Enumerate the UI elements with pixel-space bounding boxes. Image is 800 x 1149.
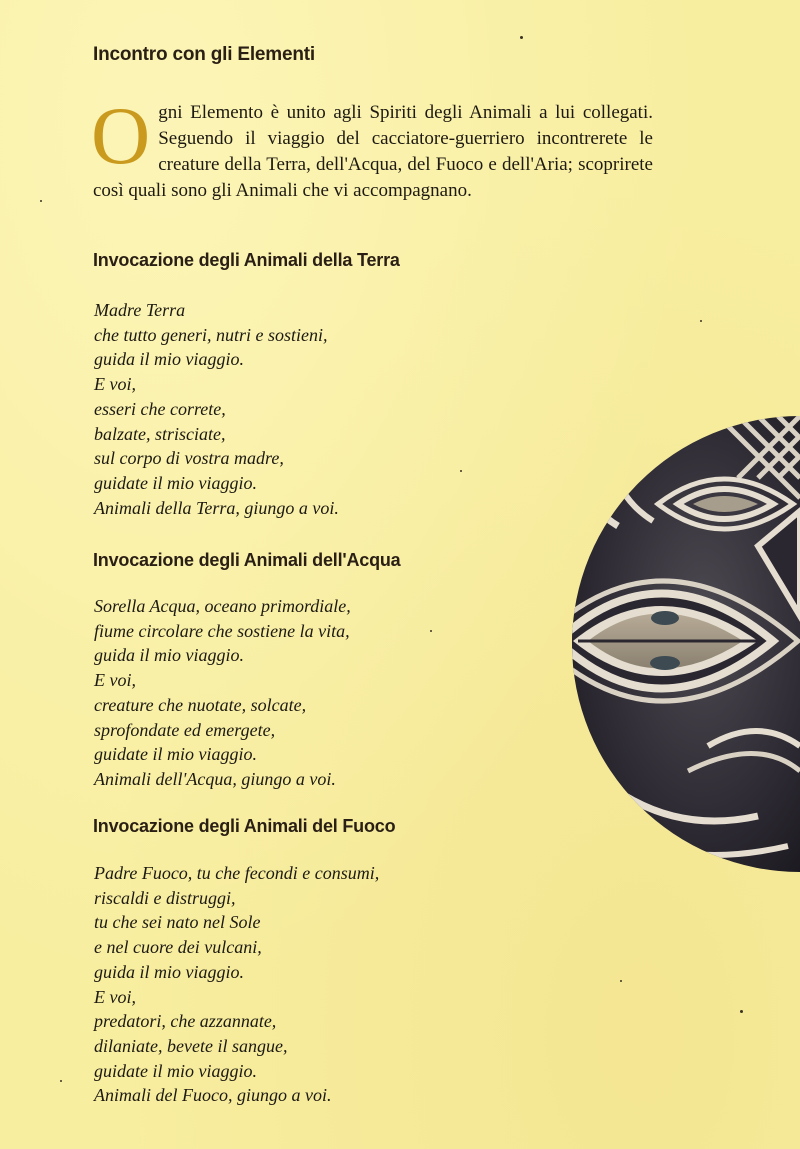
poem-line: creature che nuotate, solcate, [94, 694, 307, 715]
poem-line: esseri che correte, [94, 398, 226, 419]
poem-line: tu che sei nato nel Sole [94, 912, 261, 933]
paper-speck [620, 980, 622, 982]
paper-speck [40, 200, 42, 202]
poem-line: sprofondate ed emergete, [94, 719, 276, 740]
poem-line: Animali dell'Acqua, giungo a voi. [94, 768, 336, 789]
poem-water [94, 594, 351, 792]
poem-line: che tutto generi, nutri e sostieni, [94, 324, 328, 345]
poem-line: dilaniate, bevete il sangue, [94, 1035, 288, 1056]
paper-speck [460, 470, 462, 472]
poem-line: Sorella Acqua, oceano primordiale, [94, 596, 351, 616]
poem-line: sul corpo di vostra madre, [94, 448, 284, 469]
poem-line: guida il mio viaggio. [94, 961, 244, 982]
poem-line: riscaldi e distruggi, [94, 887, 236, 908]
drop-cap: O [91, 90, 151, 181]
heading-fire: Invocazione degli Animali del Fuoco [93, 816, 396, 836]
poem-line: guidate il mio viaggio. [94, 744, 257, 765]
heading-earth: Invocazione degli Animali della Terra [93, 250, 400, 270]
poem-line: E voi, [94, 986, 136, 1007]
african-mask-image [558, 416, 800, 872]
poem-line: Animali del Fuoco, giungo a voi. [94, 1085, 332, 1106]
poem-line: Madre Terra [94, 300, 186, 320]
poem-line: fiume circolare che sostiene la vita, [94, 620, 350, 641]
poem-line: guidate il mio viaggio. [94, 472, 257, 493]
poem-line: guida il mio viaggio. [94, 349, 244, 370]
heading-water: Invocazione degli Animali dell'Acqua [93, 550, 401, 570]
mask-illustration [558, 416, 800, 872]
paper-speck [740, 1010, 743, 1013]
intro-paragraph [91, 90, 653, 204]
poem-line: E voi, [94, 374, 136, 395]
poem-line: guidate il mio viaggio. [94, 1060, 257, 1081]
paper-speck [520, 36, 523, 39]
poem-line: Padre Fuoco, tu che fecondi e consumi, [94, 863, 380, 883]
paper-speck [700, 320, 702, 322]
poem-earth [94, 298, 339, 520]
poem-line: E voi, [94, 670, 136, 691]
paper-speck [60, 1080, 62, 1082]
page-title: Incontro con gli Elementi [93, 44, 315, 65]
poem-line: balzate, strisciate, [94, 423, 226, 444]
poem-fire [94, 861, 379, 1108]
poem-line: e nel cuore dei vulcani, [94, 937, 262, 958]
poem-line: predatori, che azzannate, [94, 1011, 277, 1032]
poem-line: Animali della Terra, giungo a voi. [94, 497, 339, 518]
paper-speck [430, 630, 432, 632]
intro-text: gni Elemento è unito agli Spiriti degli Animali a lui collegati. Seguendo il viaggio del cacciatore-guerriero incontrerete le creature della Terra, dell'Acqua, del Fuoco e dell'Aria; scoprirete così quali sono gli Animali che vi accompagnano. [93, 102, 653, 201]
poem-line: guida il mio viaggio. [94, 645, 244, 666]
